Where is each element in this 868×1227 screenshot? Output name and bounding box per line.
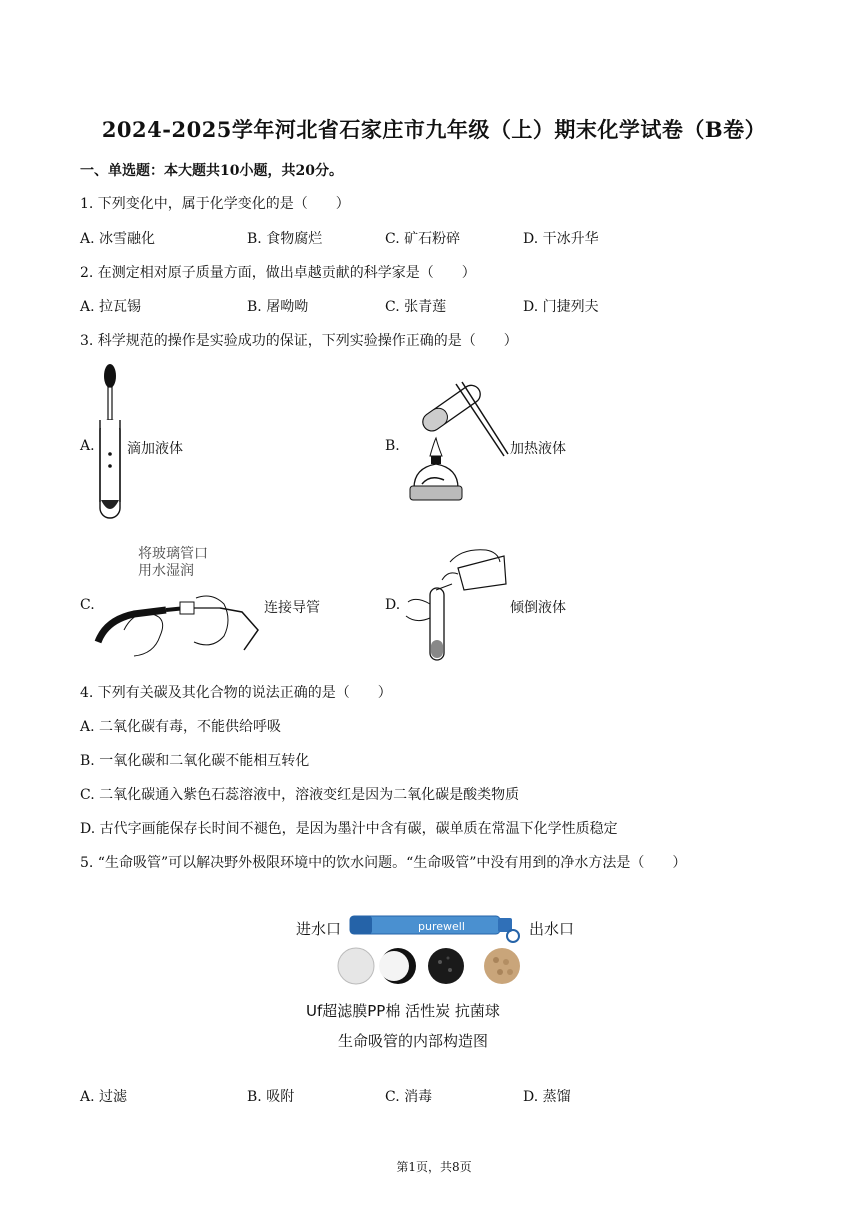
straw-materials-label: Uf超滤膜PP棉 活性炭 抗菌球 <box>306 1002 500 1020</box>
pp-cotton-inner <box>379 951 409 981</box>
q3-figure-a-letter: A. <box>80 438 95 454</box>
q3-figure-d-letter: D. <box>385 597 401 613</box>
activated-carbon-icon <box>428 948 464 984</box>
note-line-1: 将玻璃管口 <box>138 546 208 562</box>
dropper-illustration <box>92 362 128 524</box>
uf-membrane-icon <box>338 948 374 984</box>
q4-option-c: C. 二氧化碳通入紫色石蕊溶液中，溶液变红是因为二氧化碳是酸类物质 <box>80 787 520 803</box>
q2-option-b: B. 屠呦呦 <box>247 299 309 315</box>
q4-option-b: B. 一氧化碳和二氧化碳不能相互转化 <box>80 753 310 769</box>
q4-option-d: D. 古代字画能保存长时间不褪色，是因为墨汁中含有碳，碳单质在常温下化学性质稳定 <box>80 821 618 837</box>
q5-option-a: A. 过滤 <box>80 1089 128 1105</box>
q5-option-d: D. 蒸馏 <box>523 1089 571 1105</box>
life-straw-illustration <box>348 908 526 946</box>
alcohol-lamp-illustration <box>400 368 510 508</box>
q3-figure-c-note <box>138 546 208 580</box>
page-footer: 第1页，共8页 <box>396 1160 472 1174</box>
note-line-2: 用水湿润 <box>138 563 194 579</box>
question-1-stem: 1. 下列变化中，属于化学变化的是（ ） <box>80 196 350 212</box>
q5-option-b: B. 吸附 <box>247 1089 295 1105</box>
q2-option-c: C. 张青莲 <box>385 299 447 315</box>
antibacterial-ball-icon <box>484 948 520 984</box>
question-4-stem: 4. 下列有关碳及其化合物的说法正确的是（ ） <box>80 685 392 701</box>
question-2-stem: 2. 在测定相对原子质量方面，做出卓越贡献的科学家是（ ） <box>80 265 476 281</box>
straw-outlet-label: 出水口 <box>529 920 575 938</box>
question-5-stem: 5. “生命吸管”可以解决野外极限环境中的饮水问题。“生命吸管”中没有用到的净水方法是（ ） <box>80 855 687 871</box>
q1-option-d: D. 干冰升华 <box>523 231 599 247</box>
page-title: 2024-2025学年河北省石家庄市九年级（上）期末化学试卷（B卷） <box>101 117 767 142</box>
straw-figure-caption: 生命吸管的内部构造图 <box>338 1032 489 1050</box>
filter-materials-illustration <box>334 944 526 988</box>
q1-option-b: B. 食物腐烂 <box>247 231 323 247</box>
q2-option-a: A. 拉瓦锡 <box>80 299 142 315</box>
q3-figure-c-letter: C. <box>80 597 95 613</box>
question-3-stem: 3. 科学规范的操作是实验成功的保证，下列实验操作正确的是（ ） <box>80 333 518 349</box>
pouring-illustration <box>402 544 510 664</box>
q3-figure-b-label: 加热液体 <box>510 441 566 457</box>
q1-option-c: C. 矿石粉碎 <box>385 231 461 247</box>
q3-figure-a-label: 滴加液体 <box>127 441 183 457</box>
q1-option-a: A. 冰雪融化 <box>80 231 156 247</box>
q5-option-c: C. 消毒 <box>385 1089 433 1105</box>
q3-figure-c-label: 连接导管 <box>264 600 320 616</box>
straw-brand-text: purewell <box>418 920 465 933</box>
q2-option-d: D. 门捷列夫 <box>523 299 599 315</box>
tube-connection-illustration <box>94 580 264 662</box>
straw-inlet-label: 进水口 <box>296 920 342 938</box>
section-heading: 一、单选题：本大题共10小题，共20分。 <box>80 163 343 179</box>
q4-option-a: A. 二氧化碳有毒，不能供给呼吸 <box>80 719 282 735</box>
q3-figure-d-label: 倾倒液体 <box>510 600 566 616</box>
q3-figure-b-letter: B. <box>385 438 400 454</box>
